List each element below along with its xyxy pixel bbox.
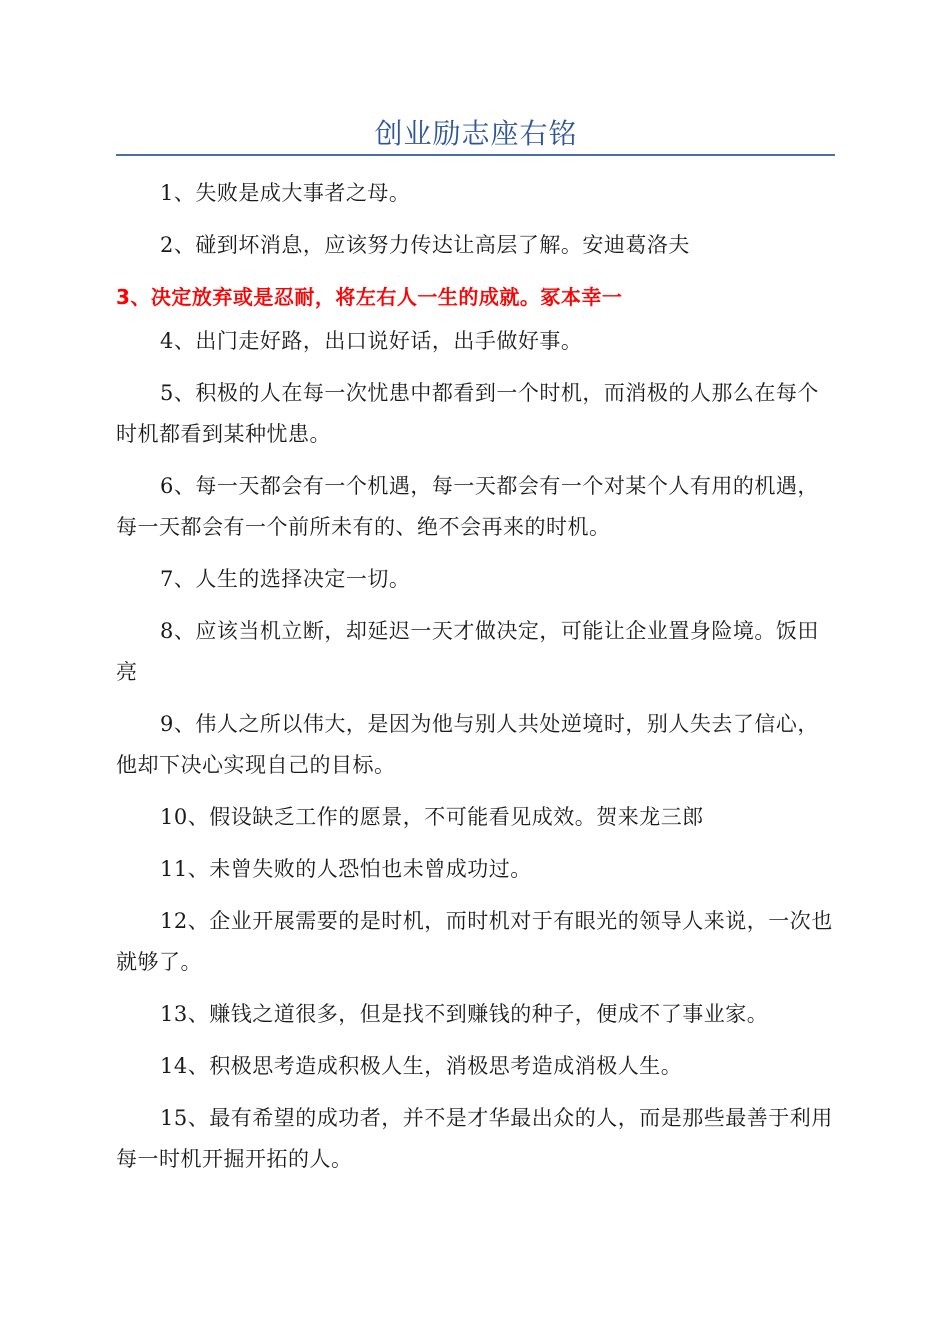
quote-item-6: 6、每一天都会有一个机遇，每一天都会有一个对某个人有用的机遇，每一天都会有一个前所未有的、绝不会再来的时机。 <box>116 474 819 539</box>
title-underline <box>116 154 835 156</box>
quote-item-14: 14、积极思考造成积极人生，消极思考造成消极人生。 <box>160 1054 683 1078</box>
quote-item-12: 12、企业开展需要的是时机，而时机对于有眼光的领导人来说，一次也就够了。 <box>116 909 833 974</box>
quote-item-13: 13、赚钱之道很多，但是找不到赚钱的种子，便成不了事业家。 <box>160 1002 769 1026</box>
quote-item-7: 7、人生的选择决定一切。 <box>160 567 411 591</box>
quote-item-15: 15、最有希望的成功者，并不是才华最出众的人，而是那些最善于利用每一时机开掘开拓的人。 <box>116 1106 833 1171</box>
quote-item-1: 1、失败是成大事者之母。 <box>160 181 411 205</box>
quote-item-4: 4、出门走好路，出口说好话，出手做好事。 <box>160 329 583 353</box>
quote-item-9: 9、伟人之所以伟大，是因为他与别人共处逆境时，别人失去了信心，他却下决心实现自己的目标。 <box>116 712 819 777</box>
document-title: 创业励志座右铭 <box>374 117 578 150</box>
quote-list <box>116 173 836 1191</box>
quote-item-5: 5、积极的人在每一次忧患中都看到一个时机，而消极的人那么在每个时机都看到某种忧患。 <box>116 381 819 446</box>
quote-item-3-highlighted: 3、决定放弃或是忍耐，将左右人一生的成就。冢本幸一 <box>116 285 623 309</box>
quote-item-2: 2、碰到坏消息，应该努力传达让高层了解。安迪葛洛夫 <box>160 233 690 257</box>
quote-item-11: 11、未曾失败的人恐怕也未曾成功过。 <box>160 857 532 881</box>
quote-item-10: 10、假设缺乏工作的愿景，不可能看见成效。贺来龙三郎 <box>160 805 704 829</box>
quote-item-8: 8、应该当机立断，却延迟一天才做决定，可能让企业置身险境。饭田亮 <box>116 619 819 684</box>
